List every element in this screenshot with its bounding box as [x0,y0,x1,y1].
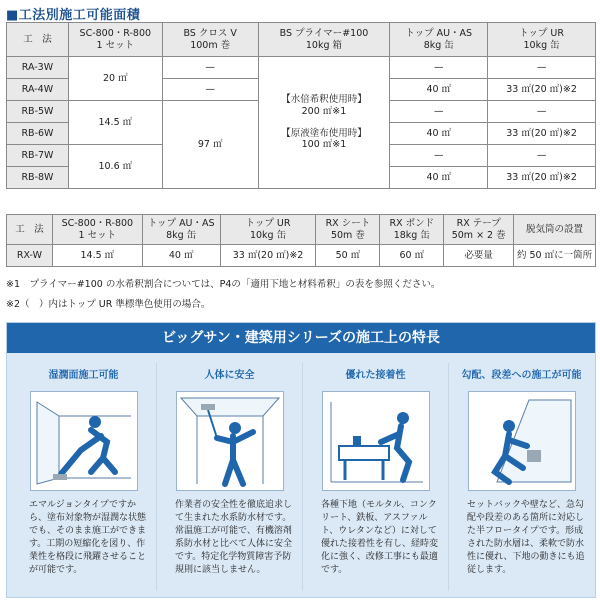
footnote-2: ※2（ ）内はトップ UR 準標準色使用の場合。 [6,299,211,310]
sc-cell: 10.6 ㎡ [68,145,162,189]
ur-cell: 33 ㎡(20 ㎡)※2 [488,167,596,189]
worker-bonding-illustration [322,391,430,491]
au-cell: — [390,101,488,123]
worker-painting-wall-illustration [176,391,284,491]
feature-title: 優れた接着性 [345,370,406,381]
header-rx-sheet: RX シート 50m 巻 [316,215,380,245]
method-cell: RB-7W [7,145,69,167]
sc-cell: 20 ㎡ [68,57,162,101]
feature-column [15,363,152,593]
table-cell: 33 ㎡(20 ㎡)※2 [220,245,316,267]
feature-text: 作業者の安全性を徹底追求して生まれた水系防水材です。常温施工が可能で、有機溶剤系防水材と比べて人体に安全です。特定化学物質障害予防規則に該当しません。 [175,500,293,575]
header-bs-primer: BS プライマー#100 10kg 箱 [258,23,390,57]
au-cell: — [390,57,488,79]
header-top-ur: トップ UR 10kg 缶 [488,23,596,57]
header-sc800: SC-800・R-800 1 セット [52,215,142,245]
header-method: 工 法 [7,215,53,245]
table-row [7,245,596,267]
method-cell: RB-5W [7,101,69,123]
table-row [7,57,596,79]
table-cell: 40 ㎡ [142,245,220,267]
cross-cell: 97 ㎡ [162,101,258,189]
method-cell: RB-8W [7,167,69,189]
au-cell: 40 ㎡ [390,167,488,189]
cross-cell: — [162,57,258,79]
primer-dilute-value: 200 ㎡※1 [301,105,347,117]
cross-cell: — [162,79,258,101]
au-cell: — [390,145,488,167]
header-top-au: トップ AU・AS 8kg 缶 [390,23,488,57]
primer-neat-label: 【原液塗布使用時】 [281,127,367,139]
method-cell: RA-4W [7,79,69,101]
coverage-table-1 [6,22,596,189]
primer-neat-value: 100 ㎡※1 [301,139,347,151]
table-cell: 60 ㎡ [380,245,444,267]
feature-column [453,363,590,593]
ur-cell: 33 ㎡(20 ㎡)※2 [488,123,596,145]
feature-text: セットバックや壁など、急勾配や段差のある箇所に対応した半フロータイプです。形成された防水層は、柔軟で防水性に優れ、下地の動きにも追従します。 [467,500,585,575]
column-divider [156,363,157,591]
feature-title: 人体に安全 [204,370,255,381]
header-top-ur: トップ UR 10kg 缶 [220,215,316,245]
au-cell: 40 ㎡ [390,79,488,101]
worker-rolling-floor-illustration [30,391,138,491]
feature-column [307,363,444,593]
feature-title: 勾配、段差への施工が可能 [461,370,582,381]
worker-slope-illustration [468,391,576,491]
header-bs-cross: BS クロス V 100m 巻 [162,23,258,57]
ur-cell: — [488,145,596,167]
footnote-1: ※1 プライマー#100 の水希釈割合については、P4の「適用下地と材料希釈」の表を参照ください。 [6,279,441,290]
table-cell: 必要量 [444,245,514,267]
column-divider [302,363,303,591]
au-cell: 40 ㎡ [390,123,488,145]
ur-cell: 33 ㎡(20 ㎡)※2 [488,79,596,101]
page-title: ■工法別施工可能面積 [6,8,141,23]
table-cell: 約 50 ㎡に一箇所 [514,245,596,267]
table-cell: 14.5 ㎡ [52,245,142,267]
header-method: 工 法 [7,23,69,57]
header-vent: 脱気筒の設置 [514,215,596,245]
ur-cell: — [488,101,596,123]
features-banner [6,322,596,598]
table-cell: 50 ㎡ [316,245,380,267]
feature-text: エマルジョンタイプですから、塗布対象物が湿潤な状態でも、そのまま施工ができます。工期の短縮化を図り、作業性を格段に飛躍させることが可能です。 [29,500,147,575]
sc-cell: 14.5 ㎡ [68,101,162,145]
feature-text: 各種下地（モルタル、コンクリート、鉄板、アスファルト、ウレタンなど）に対して優れた接着性を有し、経時変化に強く、改修工事にも最適です。 [321,500,439,575]
header-top-au: トップ AU・AS 8kg 缶 [142,215,220,245]
feature-column [161,363,298,593]
header-sc800: SC-800・R-800 1 セット [68,23,162,57]
method-cell: RB-6W [7,123,69,145]
ur-cell: — [488,57,596,79]
primer-dilute-label: 【水倍希釈使用時】 [281,93,367,105]
header-rx-bond: RX ボンド 18kg 缶 [380,215,444,245]
table-header-row [7,215,596,245]
table-header-row [7,23,596,57]
method-cell: RA-3W [7,57,69,79]
header-rx-tape: RX テープ 50m × 2 巻 [444,215,514,245]
primer-cell [258,57,390,189]
method-cell: RX-W [7,245,53,267]
coverage-table-2 [6,214,596,267]
column-divider [448,363,449,591]
feature-title: 湿潤面施工可能 [48,370,119,381]
features-title: ビッグサン・建築用シリーズの施工上の特長 [161,330,441,346]
